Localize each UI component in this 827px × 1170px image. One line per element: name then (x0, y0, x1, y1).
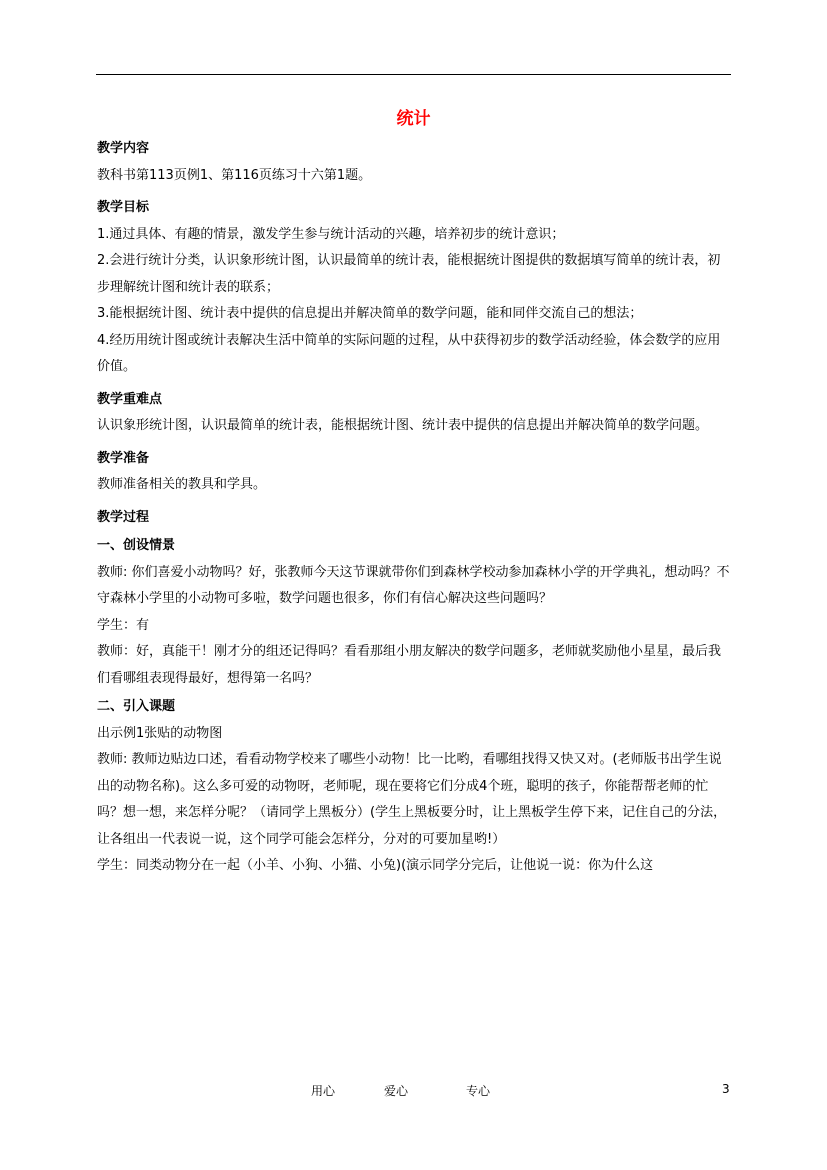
paragraph: 教师：好，真能干！刚才分的组还记得吗？看看那组小朋友解决的数学问题多，老师就奖励他小星星，最后我们看哪组表现得最好，想得第一名吗？ (97, 644, 722, 686)
page-title: 统计 (396, 109, 431, 129)
paragraph: 教师: 你们喜爱小动物吗？好，张教师今天这节课就带你们到森林学校动参加森林小学的开学典礼，想动吗？不守森林小学里的小动物可多啦，数学问题也很多，你们有信心解决这些问题吗？ (97, 564, 730, 606)
section-heading: 教学目标 (97, 200, 150, 215)
section-heading: 教学准备 (97, 450, 150, 466)
paragraph: 3.能根据统计图、统计表中提供的信息提出并解决简单的数学问题，能和同伴交流自己的想法； (97, 306, 643, 321)
header-rule (96, 74, 731, 75)
paragraph: 认识象形统计图，认识最简单的统计表，能根据统计图、统计表中提供的信息提出并解决简单的数学问题。 (97, 418, 709, 433)
page-number: 3 (722, 1082, 730, 1096)
section-heading: 教学重难点 (97, 391, 163, 407)
section-heading: 一、创设情景 (97, 538, 176, 553)
section-heading: 教学内容 (97, 141, 150, 156)
document-body (97, 134, 732, 880)
section-heading: 教学过程 (97, 509, 150, 525)
paragraph: 4.经历用统计图或统计表解决生活中简单的实际问题的过程，从中获得初步的数学活动经验，体会数学的应用价值。 (97, 332, 721, 374)
paragraph: 教科书第113页例1、第116页练习十六第1题。 (97, 167, 372, 183)
paragraph: 1.通过具体、有趣的情景，激发学生参与统计活动的兴趣，培养初步的统计意识； (97, 226, 565, 242)
footer-left: 用心 (311, 1084, 336, 1098)
footer-mid: 爱心 (384, 1084, 409, 1098)
paragraph: 出示例1张贴的动物图 (97, 725, 223, 741)
paragraph: 学生：同类动物分在一起（小羊、小狗、小猫、小兔)(演示同学分完后，让他说一说：你为什么这 (97, 858, 654, 873)
section-heading: 二、引入课题 (97, 699, 176, 714)
paragraph: 2.会进行统计分类，认识象形统计图，认识最简单的统计表，能根据统计图提供的数据填写简单的统计表，初步理解统计图和统计表的联系； (97, 253, 721, 295)
paragraph: 教师准备相关的教具和学具。 (97, 477, 267, 492)
paragraph: 教师: 教师边贴边口述，看看动物学校来了哪些小动物！比一比哟，看哪组找得又快又对。(老师版书出学生说出的动物名称)。这么多可爱的动物呀，老师呢，现在要将它们分成4个班，聪明的孩子，你能帮帮老师的忙吗？想一想，来怎样分呢？（请同学上黑板分）(学生上黑板要分时，让上黑板学生停下来，记住自己的分法，让各组出一代表说一说，这个同学可能会怎样分，分对的可要加星哟!） (97, 752, 727, 847)
paragraph: 学生：有 (97, 617, 150, 633)
footer-right: 专心 (466, 1084, 491, 1098)
